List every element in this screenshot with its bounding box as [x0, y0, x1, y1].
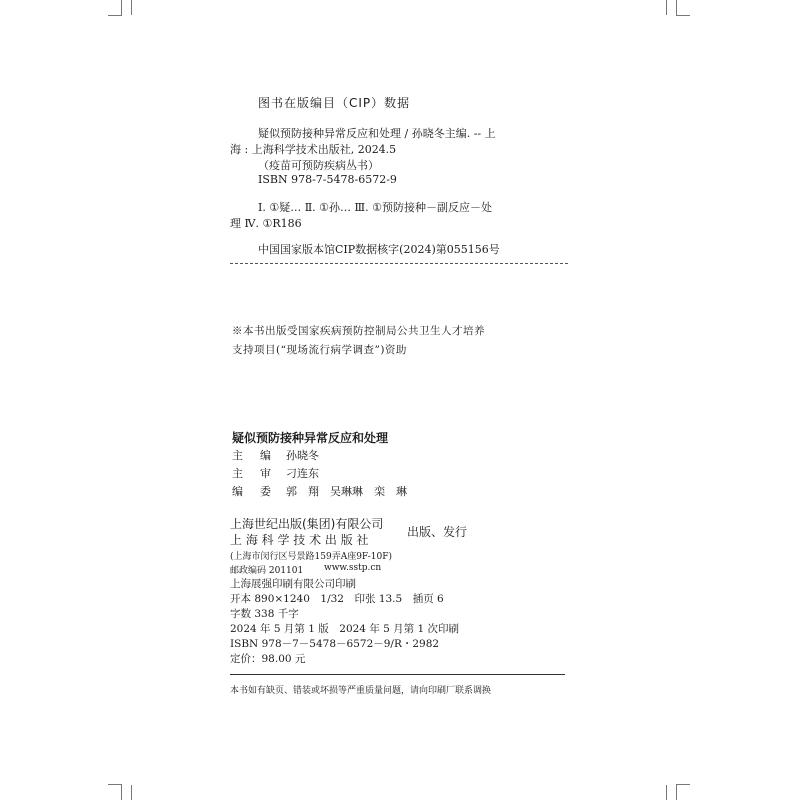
cip-line: （疫苗可预防疾病丛书） — [258, 159, 379, 172]
book-format: 开本 890×1240 1/32 印张 13.5 插页 6 — [230, 593, 444, 605]
crop-mark-top-left — [131, 0, 132, 15]
edition: 2024 年 5 月第 1 版 2024 年 5 月第 1 次印刷 — [230, 623, 460, 635]
crop-mark-top-right — [676, 0, 677, 15]
crop-mark-bottom-right — [676, 784, 690, 785]
cip-data-number: 中国国家版本馆CIP数据核字(2024)第055156号 — [258, 243, 500, 256]
publisher-group: 上海世纪出版(集团)有限公司 — [230, 517, 384, 531]
support-note: ※本书出版受国家疾病预防控制局公共卫生人才培养 — [232, 325, 485, 337]
crop-mark-bottom-left — [131, 785, 132, 800]
printer: 上海展强印刷有限公司印刷 — [230, 578, 356, 590]
cip-line: ISBN 978-7-5478-6572-9 — [258, 173, 397, 186]
word-count: 字数 338 千字 — [230, 608, 299, 620]
price: 定价：98.00 元 — [230, 653, 306, 665]
cip-divider — [230, 263, 568, 264]
publisher-press: 上 海 科 学 技 术 出 版 社 — [230, 533, 369, 547]
website: www.sstp.cn — [324, 563, 382, 573]
crop-mark-bottom-right — [676, 785, 677, 800]
chief-editor-name: 孙晓冬 — [286, 449, 319, 462]
publisher-role: 出版、发行 — [407, 525, 468, 539]
chief-editor-label: 主 编 — [232, 449, 274, 462]
support-note: 支持项目(“现场流行病学调查”)资助 — [232, 344, 407, 356]
footer-rule — [230, 674, 565, 675]
crop-mark-top-left — [108, 15, 122, 16]
crop-mark-bottom-left — [108, 784, 122, 785]
crop-mark-bottom-left — [121, 785, 122, 800]
book-title: 疑似预防接种异常反应和处理 — [232, 431, 389, 445]
cip-line: 疑似预防接种异常反应和处理 / 孙晓冬主编. -- 上 — [258, 127, 496, 140]
cip-line: 理 Ⅳ. ①R186 — [230, 217, 302, 230]
footer-note: 本书如有缺页、错装或坏损等严重质量问题，请向印刷厂联系调换 — [230, 686, 492, 696]
postcode: 邮政编码 201101 — [230, 566, 304, 576]
crop-mark-top-right — [666, 0, 667, 15]
editors-label: 编 委 — [232, 485, 274, 498]
crop-mark-top-right — [676, 15, 690, 16]
editors-names: 郭 翔 吴琳琳 栾 琳 — [286, 485, 407, 498]
reviewer-label: 主 审 — [232, 467, 274, 480]
reviewer-name: 刁连东 — [286, 467, 319, 480]
crop-mark-bottom-right — [666, 785, 667, 800]
publisher-address: (上海市闵行区号景路159弄A座9F-10F) — [230, 552, 393, 562]
crop-mark-top-left — [121, 0, 122, 15]
cip-line: 海 : 上海科学技术出版社, 2024.5 — [230, 143, 397, 156]
isbn-line: ISBN 978－7－5478－6572－9/R・2982 — [230, 638, 440, 650]
cip-line: Ⅰ. ①疑… Ⅱ. ①孙… Ⅲ. ①预防接种－副反应－处 — [258, 201, 492, 214]
cip-heading: 图书在版编目（CIP）数据 — [258, 96, 411, 110]
